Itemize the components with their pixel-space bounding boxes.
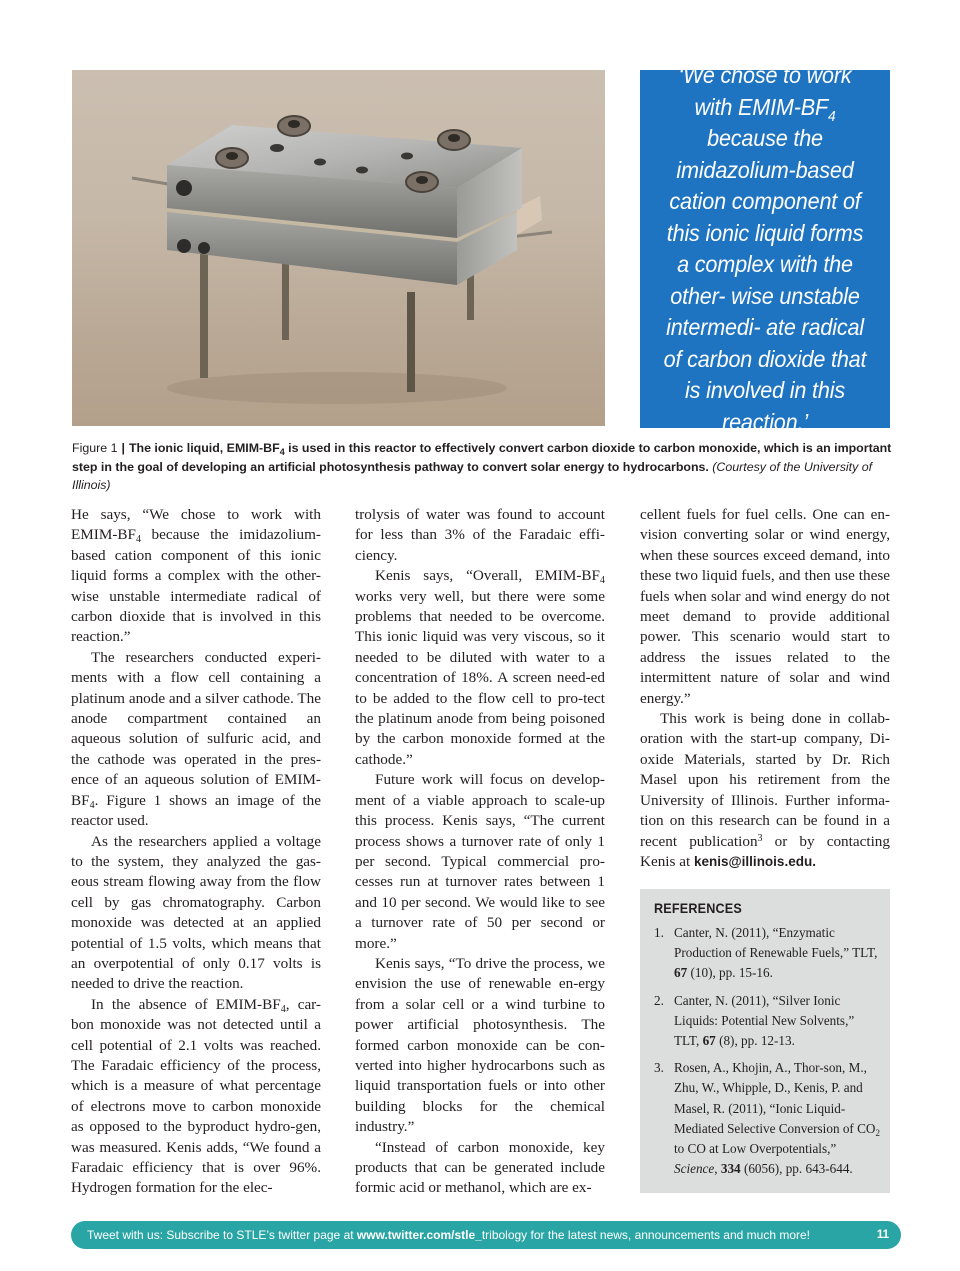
references-list bbox=[654, 923, 880, 1186]
reference-item bbox=[654, 923, 880, 984]
caption-separator: | bbox=[121, 441, 125, 455]
text-run: or by contacting Kenis at bbox=[640, 832, 890, 870]
reference-number: 3. bbox=[654, 1060, 664, 1076]
paragraph bbox=[355, 566, 605, 770]
volume-bold: 334 bbox=[720, 1161, 741, 1177]
figure-label: Figure 1 bbox=[72, 441, 118, 455]
text-run: He says, “We chose to work with EMIM-BF bbox=[71, 506, 321, 544]
body-column-2 bbox=[355, 505, 605, 1199]
body-column-3 bbox=[640, 505, 890, 872]
pull-quote-text bbox=[650, 60, 880, 438]
paragraph: “Instead of carbon monoxide, key products that can be generated include formic acid or methanol, which are ex- bbox=[355, 1138, 605, 1197]
paragraph: Kenis says, “To drive the process, we envision the use of renewable en-ergy from a solar cell or a wind turbine to power artificial photosynthesis. The formed carbon monoxide can be con-verted into higher hydrocarbons such as liquid transportation fuels or into other building blocks for the chemical industry.” bbox=[355, 954, 605, 1136]
caption-bold-part: is used in this reactor to effectively convert carbon dioxide to carbon monoxide, which is an important step in the goal of developing an artificial photosynthesis pathway to convert solar energy to hydrocarbons. bbox=[72, 441, 892, 474]
pull-quote-part: because the imidazolium-based cation component of this ionic liquid forms a complex with the other- wise unstable intermedi- ate radical of carbon dioxide that is involved in this reaction.’ bbox=[663, 125, 867, 435]
text-run: The researchers conducted experi-ments with a flow cell containing a platinum anode and a silver cathode. The anode compartment contained an aqueous solution of sulfuric acid, and the cathode was operated in the pres-ence of an aqueous solution of EMIM-BF bbox=[71, 648, 321, 809]
reference-item bbox=[654, 991, 880, 1052]
caption-subscript: 4 bbox=[279, 447, 285, 457]
pull-quote-box bbox=[640, 62, 890, 435]
text-run: . Figure 1 shows an image of the reactor used. bbox=[71, 791, 321, 830]
paragraph bbox=[71, 648, 321, 832]
page-number: 11 bbox=[876, 1229, 889, 1241]
subscript: 4 bbox=[89, 799, 95, 811]
pull-quote-part: ‘We chose to work with EMIM-BF bbox=[678, 62, 852, 120]
reference-number: 2. bbox=[654, 992, 664, 1008]
reference-text bbox=[674, 1058, 880, 1179]
text-run: to CO at Low Overpotentials,” bbox=[674, 1141, 837, 1157]
text-run: Canter, N. (2011), “Enzymatic Production of Renewable Fuels,” TLT, bbox=[674, 925, 878, 961]
text-run: Rosen, A., Khojin, A., Thor-son, M., Zhu, W., Whipple, D., Kenis, P. and Masel, R. (2011), “Ionic Liquid-Mediated Selective Conversion of CO bbox=[674, 1060, 876, 1136]
paragraph bbox=[640, 709, 890, 872]
text-run: works very well, but there were some problems that needed to be overcome. This ionic liquid was very viscous, so it needed to be diluted with water to a concentration of 18%. A screen need-ed to be added to the flow cell to pro-tect the platinum anode from being poisoned by the carbon monoxide formed at the cathode.” bbox=[355, 587, 605, 768]
figure-caption bbox=[72, 439, 892, 495]
footer-text bbox=[87, 1228, 810, 1242]
footer-text-part: tribology for the latest news, announcements and much more! bbox=[481, 1228, 811, 1242]
text-run: (10), pp. 15-16. bbox=[687, 965, 773, 981]
pull-quote-subscript: 4 bbox=[828, 107, 836, 125]
body-column-1 bbox=[71, 505, 321, 1199]
paragraph bbox=[71, 505, 321, 648]
journal-italic: Science bbox=[674, 1161, 715, 1177]
footer-text-part: Tweet with us: Subscribe to STLE’s twitter page at bbox=[87, 1228, 357, 1242]
volume-bold: 67 bbox=[674, 965, 688, 981]
text-run: , car-bon monoxide was not detected until a cell potential of 2.1 volts was reached. The Faradaic efficiency of the process, which is a measure of what percentage of electrons move to carbon monoxide as opposed to the byproduct hydro-gen, was measured. Kenis adds, “We found a Faradaic efficiency that is over 96%. Hydrogen formation for the elec- bbox=[71, 995, 321, 1197]
subscript: 2 bbox=[875, 1127, 880, 1138]
paragraph: trolysis of water was found to account for less than 3% of the Faradaic effi-ciency. bbox=[355, 506, 605, 564]
text-run: In the absence of EMIM-BF bbox=[91, 995, 281, 1013]
reference-text bbox=[674, 923, 880, 984]
text-run: (8), pp. 12-13. bbox=[715, 1033, 795, 1049]
paragraph: cellent fuels for fuel cells. One can en-vision converting solar or wind energy, when these sources exceed demand, into these two liquid fuels, and then use these fuels when solar and wind energy do not meet demand to provide additional power. This scenario would start to address the issues related to the intermittent nature of solar and wind energy.” bbox=[640, 506, 890, 707]
superscript: 3 bbox=[757, 832, 763, 844]
text-run: , bbox=[714, 1161, 721, 1177]
subscript: 4 bbox=[135, 534, 141, 546]
paragraph: As the researchers applied a voltage to the system, they analyzed the gas-eous stream flowing away from the flow cell by gas chromatography. Carbon monoxide was detected at an applied potential of 1.5 volts, which means that an overpotential of only 0.17 volts is needed to drive the reaction. bbox=[71, 832, 321, 993]
volume-bold: 67 bbox=[702, 1033, 716, 1049]
text-run: Canter, N. (2011), “Silver Ionic Liquids: Potential New Solvents,” TLT, bbox=[674, 992, 855, 1049]
text-run: This work is being done in collab-oration with the start-up company, Di-oxide Materials, started by Dr. Rich Masel upon his retirement from the University of Illinois. Further informa-tion on this research can be found in a recent publication bbox=[640, 710, 890, 850]
text-run: because the imidazolium-based cation component of this ionic liquid forms a complex with the other-wise unstable intermediate radical of carbon dioxide that is involved in this reaction.” bbox=[71, 526, 321, 646]
reference-number: 1. bbox=[654, 925, 664, 940]
caption-credit: (Courtesy of the University of Illinois) bbox=[72, 459, 873, 492]
reactor-illustration bbox=[72, 70, 605, 426]
references-box bbox=[640, 889, 890, 1193]
text-run: Kenis says, “Overall, EMIM-BF bbox=[375, 567, 600, 585]
text-run: (6056), pp. 643-644. bbox=[740, 1161, 853, 1177]
subscript: 4 bbox=[280, 1003, 286, 1015]
twitter-link[interactable]: www.twitter.com/stle_ bbox=[356, 1228, 482, 1242]
footer-bar bbox=[71, 1221, 901, 1249]
reference-text bbox=[674, 991, 880, 1052]
paragraph bbox=[71, 995, 321, 1199]
email-link[interactable]: kenis@illinois.edu. bbox=[694, 853, 816, 869]
reactor-photo bbox=[72, 70, 605, 426]
caption-bold-part: The ionic liquid, EMIM-BF bbox=[128, 441, 280, 455]
reference-item bbox=[654, 1058, 880, 1179]
paragraph: Future work will focus on develop-ment of a viable approach to scale-up this process. Kenis says, “The current process shows a turnover rate of only 1 per second. Typical commercial pro-cesses run at turnover rates between 1 and 10 per second. We would like to see a turnover rate of 50 per second or more.” bbox=[355, 771, 605, 952]
subscript: 4 bbox=[600, 575, 605, 587]
references-title: REFERENCES bbox=[654, 900, 742, 916]
